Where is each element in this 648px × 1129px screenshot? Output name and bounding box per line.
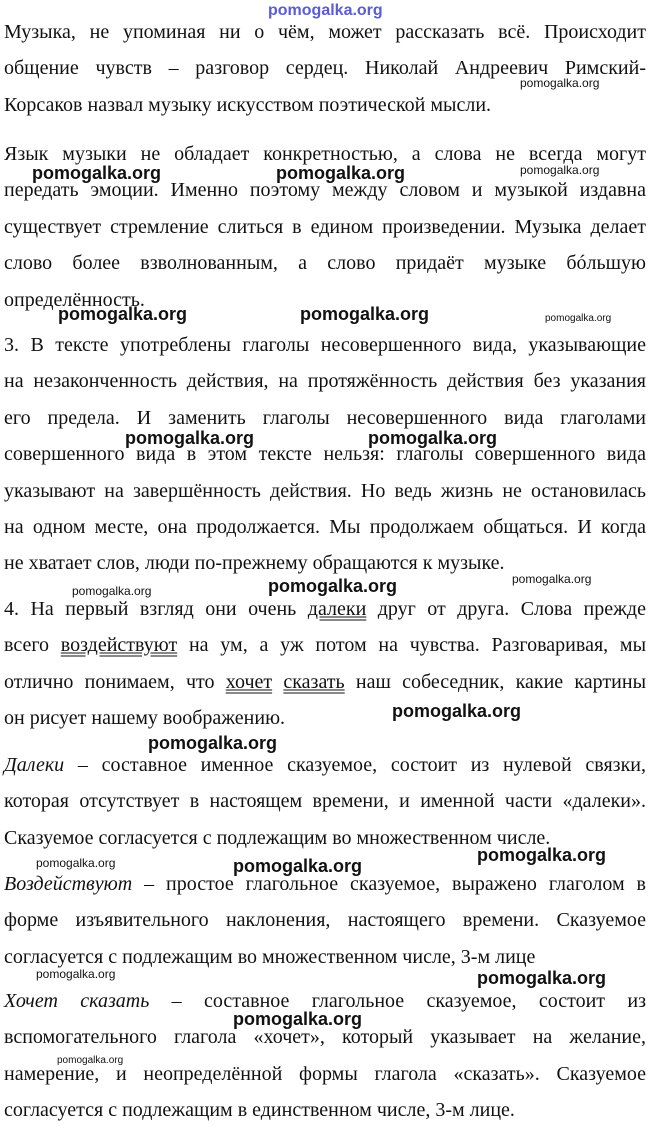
text-line: он рисует нашему воображению. — [4, 707, 286, 730]
watermark: pomogalka.org — [32, 163, 162, 183]
text-line: согласуется с подлежащим в единственном числе, 3-м лице. — [4, 1099, 515, 1122]
watermark: pomogalka.org — [520, 163, 600, 177]
text-run: наш собеседник, какие картины — [344, 670, 647, 693]
text-line: совершенного вида в этом тексте нельзя: глаголы совершенного вида — [4, 443, 646, 466]
text-run: на ум, а уж потом на чувства. Разговаривая, мы — [177, 634, 647, 657]
watermark: pomogalka.org — [392, 701, 522, 721]
watermark: pomogalka.org — [72, 584, 152, 598]
italic-term: Воздействуют — [4, 873, 133, 895]
text-line: указывают на завершённость действия. Но ведь жизнь не остановилась — [4, 479, 646, 502]
watermark: pomogalka.org — [268, 2, 383, 19]
watermark: pomogalka.org — [477, 968, 607, 988]
text-line: вспомогательного глагола «хочет», который указывает на желание, — [4, 1026, 646, 1049]
text-line: форме изъявительного наклонения, настоящего времени. Сказуемое — [4, 909, 646, 932]
text-run: отлично понимаем, что — [4, 670, 226, 693]
text-line: Корсаков назвал музыку искусством поэтической мысли. — [4, 93, 492, 116]
watermark: pomogalka.org — [57, 1055, 124, 1066]
paragraph-daleki — [4, 747, 646, 856]
italic-term: Далеки — [4, 754, 65, 776]
text-line: его предела. И заменить глаголы несовершенного вида глаголами — [4, 406, 646, 429]
underlined-predicate: далеки — [307, 598, 367, 620]
watermark: pomogalka.org — [36, 967, 116, 981]
paragraph-task-3 — [4, 327, 646, 582]
text-line — [4, 664, 646, 700]
italic-term: Хочет сказать — [4, 990, 150, 1012]
underlined-predicate: сказать — [283, 670, 345, 693]
text-run: – составное глагольное сказуемое, состоит из — [149, 990, 646, 1012]
text-line: 3. В тексте употреблены глаголы несовершенного вида, указывающие — [4, 334, 646, 356]
text-line: общение чувств – разговор сердец. Николай Андреевич Римский- — [4, 57, 646, 80]
text-run — [272, 671, 283, 693]
text-line: на незаконченность действия, на протяжённость действия без указания — [4, 370, 646, 393]
text-line: существует стремление слиться в едином произведении. Музыка делает — [4, 215, 646, 238]
text-run: – составное именное сказуемое, состоит из нулевой связки, — [64, 754, 646, 776]
text-line: намерение, и неопределённой формы глагола «сказать». Сказуемое — [4, 1062, 646, 1085]
watermark: pomogalka.org — [36, 856, 116, 870]
text-line: согласуется с подлежащим во множественном числе, 3-м лице — [4, 945, 536, 968]
text-line — [4, 747, 646, 783]
watermark: pomogalka.org — [125, 428, 255, 448]
watermark: pomogalka.org — [233, 1009, 363, 1029]
text-line: слово более взволнованным, а слово придаёт музыке бóльшую — [4, 252, 646, 275]
text-line: передать эмоции. Именно поэтому между словом и музыкой издавна — [4, 179, 646, 202]
watermark: pomogalka.org — [545, 313, 612, 324]
watermark: pomogalka.org — [520, 76, 600, 90]
text-line: определённость. — [4, 288, 145, 311]
paragraph-task-4 — [4, 591, 646, 737]
text-line: которая отсутствует в настоящем времени, и именной части «далеки». — [4, 790, 646, 813]
text-line: на одном месте, она продолжается. Мы продолжаем общаться. И когда — [4, 515, 646, 538]
text-line — [4, 627, 646, 663]
watermark: pomogalka.org — [368, 428, 498, 448]
text-run: 4. На первый взгляд они очень — [4, 598, 308, 620]
text-line: Сказуемое согласуется с подлежащим во множественном числе. — [4, 826, 551, 849]
watermark: pomogalka.org — [233, 856, 363, 876]
text-line: не хватает слов, люди по-прежнему обращаются к музыке. — [4, 552, 505, 575]
text-run: друг от друга. Слова прежде — [366, 598, 646, 620]
paragraph-intro — [4, 14, 646, 123]
text-run: всего — [4, 634, 61, 657]
underlined-predicate: хочет — [225, 670, 273, 693]
text-line: Музыка, не упоминая ни о чём, может рассказать всё. Происходит — [4, 21, 646, 43]
watermark: pomogalka.org — [268, 576, 398, 596]
watermark: pomogalka.org — [276, 163, 406, 183]
text-line: Язык музыки не обладает конкретностью, а слова не всегда могут — [4, 143, 646, 165]
paragraph-vozdeystvuyut — [4, 866, 646, 975]
watermark: pomogalka.org — [148, 733, 278, 753]
watermark: pomogalka.org — [477, 845, 607, 865]
watermark: pomogalka.org — [512, 572, 592, 586]
underlined-predicate: воздействуют — [60, 634, 178, 657]
text-run: – простое глагольное сказуемое, выражено глаголом в — [132, 873, 646, 895]
watermark: pomogalka.org — [300, 304, 430, 324]
watermark: pomogalka.org — [58, 304, 188, 324]
